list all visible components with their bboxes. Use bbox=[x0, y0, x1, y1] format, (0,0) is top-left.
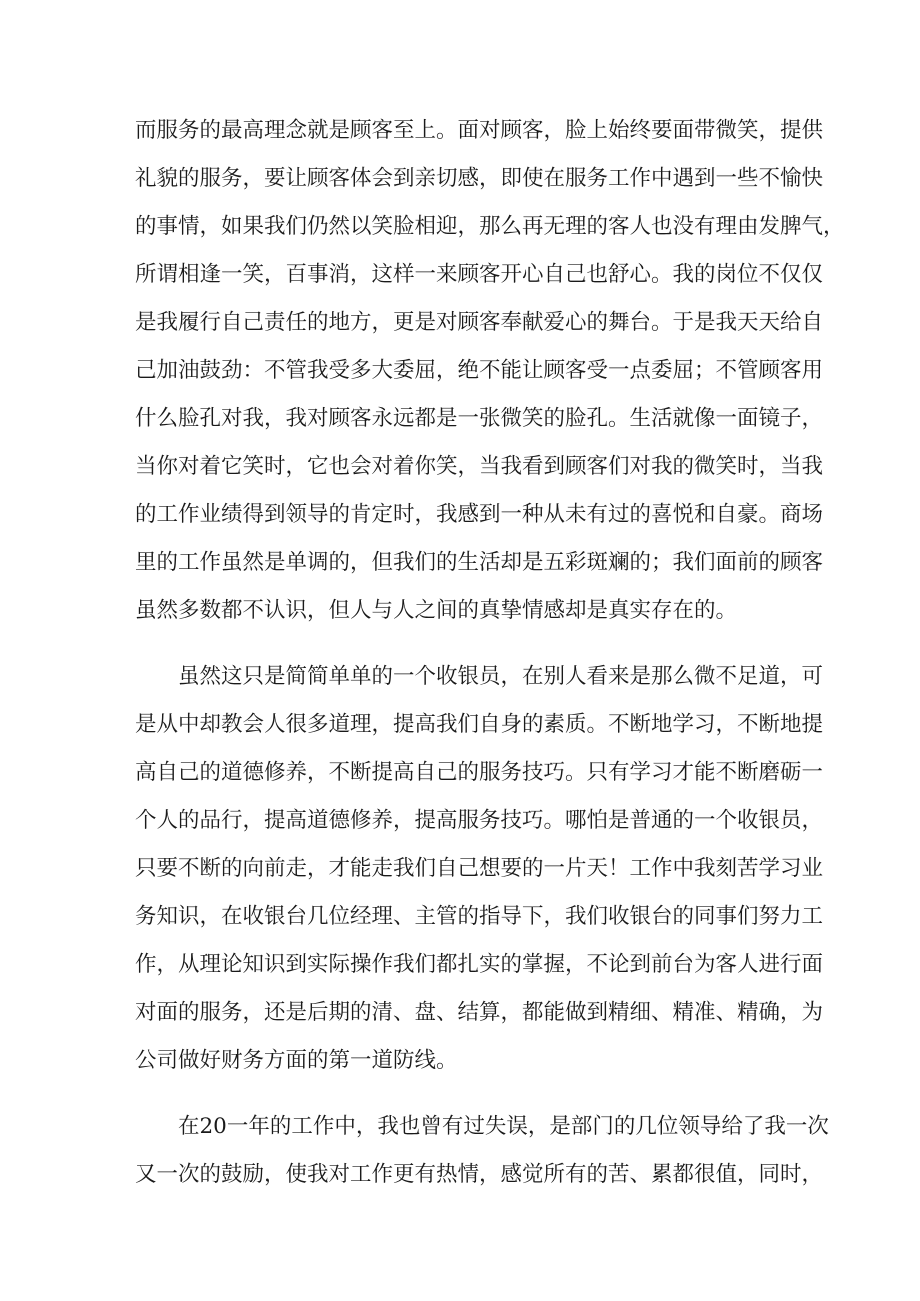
text-line: 虽然这只是简简单单的一个收银员，在别人看来是那么微不足道，可 bbox=[178, 664, 824, 689]
text-line: 所谓相逢一笑，百事消，这样一来顾客开心自己也舒心。我的岗位不仅仅 bbox=[135, 262, 824, 287]
text-line: 己加油鼓劲：不管我受多大委屈，绝不能让顾客受一点委屈；不管顾客用 bbox=[135, 358, 824, 383]
text-line: 虽然多数都不认识，但人与人之间的真挚情感却是真实存在的。 bbox=[135, 598, 738, 623]
text-line: 当你对着它笑时，它也会对着你笑，当我看到顾客们对我的微笑时，当我 bbox=[135, 454, 824, 479]
text-line: 的工作业绩得到领导的肯定时，我感到一种从未有过的喜悦和自豪。商场 bbox=[135, 502, 824, 527]
text-line: 而服务的最高理念就是顾客至上。面对顾客，脸上始终要面带微笑，提供 bbox=[135, 118, 824, 143]
text-line: 是我履行自己责任的地方，更是对顾客奉献爱心的舞台。于是我天天给自 bbox=[135, 310, 824, 335]
text-line: 又一次的鼓励，使我对工作更有热情，感觉所有的苦、累都很值，同时， bbox=[135, 1162, 824, 1187]
text-line: 作，从理论知识到实际操作我们都扎实的掌握，不论到前台为客人进行面 bbox=[135, 952, 824, 977]
text-line: 是从中却教会人很多道理，提高我们自身的素质。不断地学习，不断地提 bbox=[135, 712, 824, 737]
text-line: 高自己的道德修养，不断提高自己的服务技巧。只有学习才能不断磨砺一 bbox=[135, 760, 824, 785]
text-line: 务知识，在收银台几位经理、主管的指导下，我们收银台的同事们努力工 bbox=[135, 904, 824, 929]
text-line: 在20一年的工作中，我也曾有过失误，是部门的几位领导给了我一次 bbox=[178, 1114, 829, 1139]
text-line: 什么脸孔对我，我对顾客永远都是一张微笑的脸孔。生活就像一面镜子， bbox=[135, 406, 824, 431]
text-line: 公司做好财务方面的第一道防线。 bbox=[135, 1048, 458, 1073]
text-line: 礼貌的服务，要让顾客体会到亲切感，即使在服务工作中遇到一些不愉快 bbox=[135, 166, 824, 191]
text-line: 对面的服务，还是后期的清、盘、结算，都能做到精细、精准、精确，为 bbox=[135, 1000, 824, 1025]
text-line: 只要不断的向前走，才能走我们自己想要的一片天！工作中我刻苦学习业 bbox=[135, 856, 824, 881]
text-line: 个人的品行，提高道德修养，提高服务技巧。哪怕是普通的一个收银员， bbox=[135, 808, 824, 833]
text-line: 的事情，如果我们仍然以笑脸相迎，那么再无理的客人也没有理由发脾气， bbox=[135, 214, 845, 239]
text-line: 里的工作虽然是单调的，但我们的生活却是五彩斑斓的；我们面前的顾客 bbox=[135, 550, 824, 575]
